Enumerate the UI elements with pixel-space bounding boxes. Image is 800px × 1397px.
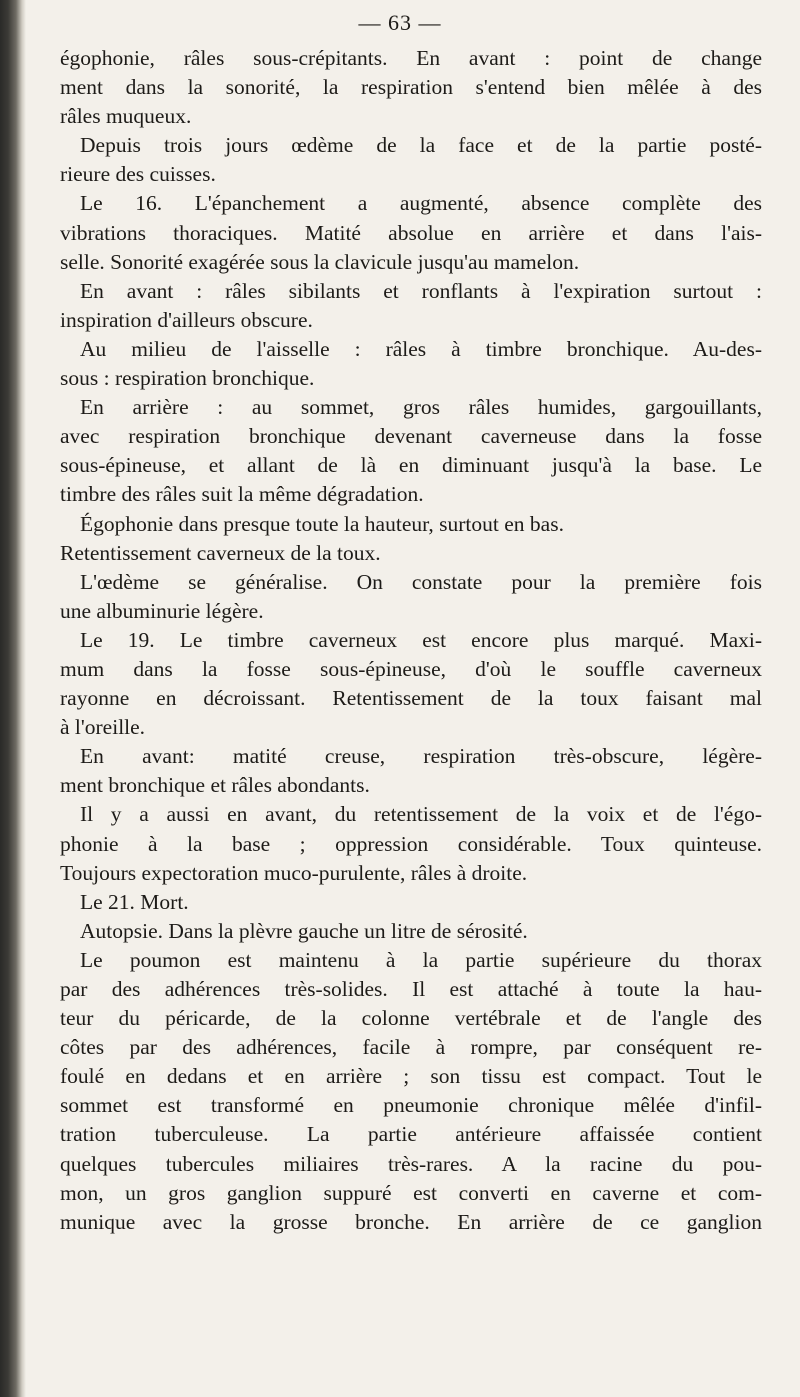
text-line: Le 21. Mort. bbox=[80, 889, 189, 914]
text-line: côtes par des adhérences, facile à rompre, par conséquent re- bbox=[60, 1035, 762, 1060]
text-line: sous : respiration bronchique. bbox=[60, 366, 315, 391]
text-line: foulé en dedans et en arrière ; son tissu est compact. Tout le bbox=[60, 1064, 762, 1089]
text-line: râles muqueux. bbox=[60, 104, 192, 129]
text-line: Autopsie. Dans la plèvre gauche un litre de sérosité. bbox=[80, 918, 528, 943]
text-line: mon, un gros ganglion suppuré est converti en caverne et com- bbox=[60, 1180, 762, 1205]
text-line: selle. Sonorité exagérée sous la clavicule jusqu'au mamelon. bbox=[60, 249, 580, 274]
text-line: En avant: matité creuse, respiration très-obscure, légère- bbox=[80, 744, 762, 769]
text-line: Le 19. Le timbre caverneux est encore plus marqué. Maxi- bbox=[80, 627, 762, 652]
text-line: En arrière : au sommet, gros râles humides, gargouillants, bbox=[80, 395, 762, 420]
text-line: rayonne en décroissant. Retentissement de la toux faisant mal bbox=[60, 686, 762, 711]
text-line: rieure des cuisses. bbox=[60, 162, 216, 187]
text-line: Il y a aussi en avant, du retentissement de la voix et de l'égo- bbox=[80, 802, 762, 827]
text-line: à l'oreille. bbox=[60, 715, 146, 740]
page-number: — 63 — bbox=[358, 10, 442, 35]
book-binding-shadow bbox=[0, 0, 26, 1397]
text-line: Au milieu de l'aisselle : râles à timbre bronchique. Au-des- bbox=[80, 336, 762, 361]
text-line: égophonie, râles sous-crépitants. En avant : point de change bbox=[60, 46, 762, 70]
text-line: par des adhérences très-solides. Il est attaché à toute la hau- bbox=[60, 977, 762, 1001]
text-line: quelques tubercules miliaires très-rares. A la racine du pou- bbox=[60, 1151, 762, 1176]
text-line: teur du péricarde, de la colonne vertébrale et de l'angle des bbox=[60, 1006, 762, 1031]
text-line: mum dans la fosse sous-épineuse, d'où le souffle caverneux bbox=[60, 656, 762, 681]
text-line: ment dans la sonorité, la respiration s'entend bien mêlée à des bbox=[60, 75, 762, 100]
text-line: En avant : râles sibilants et ronflants à l'expiration surtout : bbox=[80, 278, 762, 303]
text-line: timbre des râles suit la même dégradation. bbox=[60, 482, 424, 507]
text-line: Le poumon est maintenu à la partie supérieure du thorax bbox=[80, 947, 762, 972]
text-line: munique avec la grosse bronche. En arrière de ce ganglion bbox=[60, 1209, 762, 1234]
text-line: tration tuberculeuse. La partie antérieure affaissée contient bbox=[60, 1122, 762, 1147]
text-line: avec respiration bronchique devenant caverneuse dans la fosse bbox=[60, 424, 762, 449]
text-line: L'œdème se généralise. On constate pour la première fois bbox=[80, 569, 762, 594]
text-line: Depuis trois jours œdème de la face et de la partie posté- bbox=[80, 133, 762, 158]
text-line: Toujours expectoration muco-purulente, râles à droite. bbox=[60, 860, 528, 885]
text-line: sous-épineuse, et allant de là en diminuant jusqu'à la base. Le bbox=[60, 453, 762, 478]
text-line: vibrations thoraciques. Matité absolue en arrière et dans l'ais- bbox=[60, 220, 762, 245]
text-line: sommet est transformé en pneumonie chronique mêlée d'infil- bbox=[60, 1093, 762, 1118]
text-line: Le 16. L'épanchement a augmenté, absence complète des bbox=[80, 191, 762, 216]
text-line: inspiration d'ailleurs obscure. bbox=[60, 307, 313, 332]
text-line: une albuminurie légère. bbox=[60, 598, 264, 623]
text-line: Égophonie dans presque toute la hauteur, surtout en bas. bbox=[80, 511, 564, 536]
text-line: phonie à la base ; oppression considérable. Toux quinteuse. bbox=[60, 831, 762, 856]
body-text bbox=[60, 44, 762, 1237]
text-line: ment bronchique et râles abondants. bbox=[60, 773, 370, 798]
text-line: Retentissement caverneux de la toux. bbox=[60, 540, 381, 565]
